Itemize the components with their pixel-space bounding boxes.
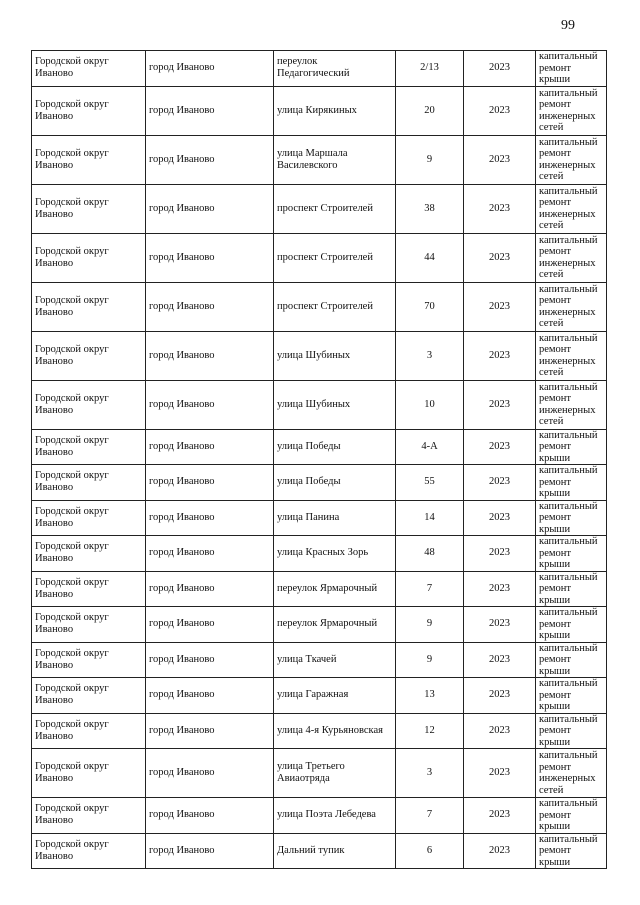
city-cell: город Иваново (146, 678, 274, 714)
year-cell: 2023 (464, 571, 536, 607)
work-type-cell: капитальный ремонт крыши (536, 833, 607, 869)
table-row (32, 500, 607, 536)
house-number-cell: 48 (396, 536, 464, 572)
work-type-cell: капитальный ремонт крыши (536, 798, 607, 834)
table-row (32, 380, 607, 429)
district-cell: Городской округ Иваново (32, 233, 146, 282)
district-cell: Городской округ Иваново (32, 713, 146, 749)
district-cell: Городской округ Иваново (32, 500, 146, 536)
city-cell: город Иваново (146, 713, 274, 749)
table-row (32, 465, 607, 501)
house-number-cell: 55 (396, 465, 464, 501)
district-cell: Городской округ Иваново (32, 331, 146, 380)
table-row (32, 86, 607, 135)
city-cell: город Иваново (146, 282, 274, 331)
house-number-cell: 9 (396, 607, 464, 643)
city-cell: город Иваново (146, 51, 274, 87)
work-type-cell: капитальный ремонт инженерных сетей (536, 331, 607, 380)
table-row (32, 184, 607, 233)
city-cell: город Иваново (146, 184, 274, 233)
house-number-cell: 20 (396, 86, 464, 135)
year-cell: 2023 (464, 536, 536, 572)
city-cell: город Иваново (146, 798, 274, 834)
district-cell: Городской округ Иваново (32, 184, 146, 233)
city-cell: город Иваново (146, 833, 274, 869)
house-number-cell: 44 (396, 233, 464, 282)
year-cell: 2023 (464, 798, 536, 834)
street-cell: переулок Педагогический (274, 51, 396, 87)
table-row (32, 798, 607, 834)
house-number-cell: 2/13 (396, 51, 464, 87)
table-row (32, 607, 607, 643)
work-type-cell: капитальный ремонт инженерных сетей (536, 86, 607, 135)
table-row (32, 135, 607, 184)
street-cell: улица Шубиных (274, 331, 396, 380)
table-row (32, 233, 607, 282)
district-cell: Городской округ Иваново (32, 749, 146, 798)
year-cell: 2023 (464, 833, 536, 869)
city-cell: город Иваново (146, 380, 274, 429)
year-cell: 2023 (464, 331, 536, 380)
work-type-cell: капитальный ремонт крыши (536, 429, 607, 465)
work-type-cell: капитальный ремонт крыши (536, 678, 607, 714)
table-row (32, 51, 607, 87)
street-cell: улица Победы (274, 429, 396, 465)
year-cell: 2023 (464, 184, 536, 233)
city-cell: город Иваново (146, 86, 274, 135)
table-row (32, 571, 607, 607)
house-number-cell: 6 (396, 833, 464, 869)
district-cell: Городской округ Иваново (32, 380, 146, 429)
table-row (32, 642, 607, 678)
house-number-cell: 9 (396, 642, 464, 678)
district-cell: Городской округ Иваново (32, 607, 146, 643)
table-row (32, 429, 607, 465)
work-type-cell: капитальный ремонт инженерных сетей (536, 233, 607, 282)
house-number-cell: 3 (396, 749, 464, 798)
housing-repair-table (31, 50, 607, 869)
work-type-cell: капитальный ремонт крыши (536, 607, 607, 643)
year-cell: 2023 (464, 429, 536, 465)
year-cell: 2023 (464, 678, 536, 714)
city-cell: город Иваново (146, 331, 274, 380)
work-type-cell: капитальный ремонт инженерных сетей (536, 380, 607, 429)
district-cell: Городской округ Иваново (32, 571, 146, 607)
district-cell: Городской округ Иваново (32, 135, 146, 184)
year-cell: 2023 (464, 500, 536, 536)
work-type-cell: капитальный ремонт крыши (536, 51, 607, 87)
year-cell: 2023 (464, 282, 536, 331)
street-cell: улица Панина (274, 500, 396, 536)
year-cell: 2023 (464, 380, 536, 429)
house-number-cell: 3 (396, 331, 464, 380)
district-cell: Городской округ Иваново (32, 798, 146, 834)
house-number-cell: 70 (396, 282, 464, 331)
street-cell: улица Маршала Василевского (274, 135, 396, 184)
year-cell: 2023 (464, 86, 536, 135)
year-cell: 2023 (464, 233, 536, 282)
street-cell: улица Поэта Лебедева (274, 798, 396, 834)
work-type-cell: капитальный ремонт инженерных сетей (536, 135, 607, 184)
year-cell: 2023 (464, 713, 536, 749)
house-number-cell: 38 (396, 184, 464, 233)
table-row (32, 833, 607, 869)
table-row (32, 713, 607, 749)
house-number-cell: 12 (396, 713, 464, 749)
city-cell: город Иваново (146, 642, 274, 678)
city-cell: город Иваново (146, 536, 274, 572)
year-cell: 2023 (464, 642, 536, 678)
district-cell: Городской округ Иваново (32, 51, 146, 87)
work-type-cell: капитальный ремонт крыши (536, 465, 607, 501)
street-cell: улица Шубиных (274, 380, 396, 429)
street-cell: переулок Ярмарочный (274, 571, 396, 607)
district-cell: Городской округ Иваново (32, 678, 146, 714)
house-number-cell: 4-А (396, 429, 464, 465)
street-cell: улица 4-я Курьяновская (274, 713, 396, 749)
city-cell: город Иваново (146, 571, 274, 607)
street-cell: улица Победы (274, 465, 396, 501)
year-cell: 2023 (464, 135, 536, 184)
year-cell: 2023 (464, 465, 536, 501)
street-cell: проспект Строителей (274, 282, 396, 331)
city-cell: город Иваново (146, 465, 274, 501)
house-number-cell: 7 (396, 798, 464, 834)
table-row (32, 536, 607, 572)
city-cell: город Иваново (146, 429, 274, 465)
district-cell: Городской округ Иваново (32, 429, 146, 465)
street-cell: Дальний тупик (274, 833, 396, 869)
work-type-cell: капитальный ремонт крыши (536, 713, 607, 749)
city-cell: город Иваново (146, 749, 274, 798)
work-type-cell: капитальный ремонт крыши (536, 536, 607, 572)
table-row (32, 678, 607, 714)
work-type-cell: капитальный ремонт крыши (536, 571, 607, 607)
district-cell: Городской округ Иваново (32, 536, 146, 572)
street-cell: улица Красных Зорь (274, 536, 396, 572)
street-cell: улица Третьего Авиаотряда (274, 749, 396, 798)
table-row (32, 282, 607, 331)
year-cell: 2023 (464, 607, 536, 643)
house-number-cell: 10 (396, 380, 464, 429)
table-row (32, 331, 607, 380)
district-cell: Городской округ Иваново (32, 86, 146, 135)
city-cell: город Иваново (146, 500, 274, 536)
street-cell: улица Ткачей (274, 642, 396, 678)
work-type-cell: капитальный ремонт крыши (536, 500, 607, 536)
street-cell: проспект Строителей (274, 233, 396, 282)
year-cell: 2023 (464, 51, 536, 87)
house-number-cell: 14 (396, 500, 464, 536)
house-number-cell: 9 (396, 135, 464, 184)
work-type-cell: капитальный ремонт инженерных сетей (536, 184, 607, 233)
city-cell: город Иваново (146, 233, 274, 282)
district-cell: Городской округ Иваново (32, 642, 146, 678)
district-cell: Городской округ Иваново (32, 282, 146, 331)
district-cell: Городской округ Иваново (32, 465, 146, 501)
street-cell: переулок Ярмарочный (274, 607, 396, 643)
street-cell: проспект Строителей (274, 184, 396, 233)
work-type-cell: капитальный ремонт инженерных сетей (536, 749, 607, 798)
street-cell: улица Гаражная (274, 678, 396, 714)
year-cell: 2023 (464, 749, 536, 798)
city-cell: город Иваново (146, 607, 274, 643)
city-cell: город Иваново (146, 135, 274, 184)
table-row (32, 749, 607, 798)
street-cell: улица Кирякиных (274, 86, 396, 135)
page-number: 99 (561, 18, 575, 33)
district-cell: Городской округ Иваново (32, 833, 146, 869)
work-type-cell: капитальный ремонт крыши (536, 642, 607, 678)
work-type-cell: капитальный ремонт инженерных сетей (536, 282, 607, 331)
house-number-cell: 13 (396, 678, 464, 714)
house-number-cell: 7 (396, 571, 464, 607)
